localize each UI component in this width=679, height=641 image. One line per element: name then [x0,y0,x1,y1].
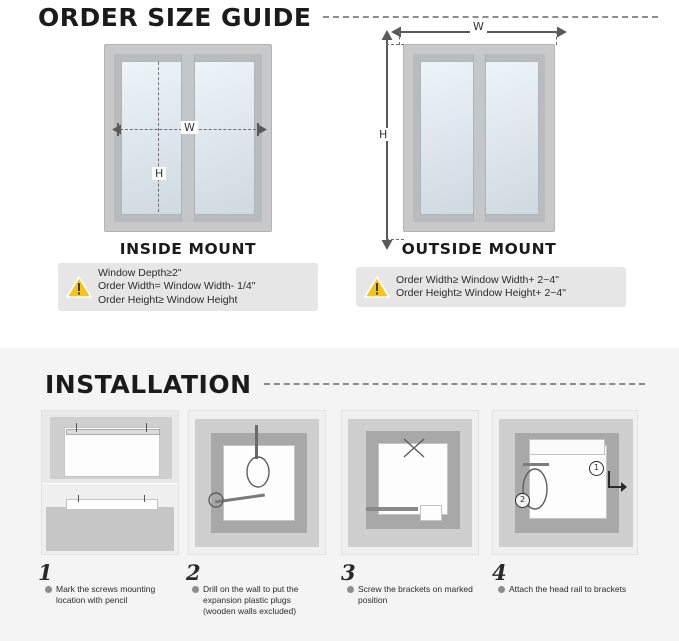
step-number-2: 2 [186,560,201,585]
outside-height-bottom-arrow [379,234,395,250]
outside-mount-label: OUTSIDE MOUNT [401,240,557,258]
inside-window-mullion [181,54,195,222]
installation-title-row [45,368,645,400]
inside-note-1: Window Depth≥2" [98,266,182,279]
step1-pencil-mark-left [78,495,79,502]
step1-sill [46,507,174,551]
step3-screwdriver [366,507,418,511]
step3-bracket [420,505,442,521]
installation-dashed-rule [264,383,646,385]
inside-note-2: Order Width= Window Width- 1/4" [98,280,256,293]
install-step-card-4 [492,410,638,555]
inside-width-left-arrow [112,122,128,137]
install-step-card-1 [41,410,179,555]
step1-mark-tick-right [146,423,147,432]
inside-height-letter: H [152,167,166,180]
step4-bullet [498,586,505,593]
step-text-2: Drill on the wall to put the expansion plastic plugs (wooden walls excluded) [203,584,299,616]
step2-drill-bit [255,425,258,459]
outside-note-2: Order Height≥ Window Height+ 2~4" [396,287,566,299]
step1-bullet [45,586,52,593]
inside-height-dim-line [158,62,159,212]
outside-window-mullion [473,54,486,222]
inside-window-pane-left [121,61,184,215]
outside-width-right-arrow [551,24,567,40]
warning-icon [66,275,92,299]
step-number-1: 1 [38,560,53,585]
inside-window-pane-right [192,61,255,215]
inside-note-3: Order Height≥ Window Height [98,293,238,306]
step-text-4: Attach the head rail to brackets [509,584,627,594]
outside-height-letter: H [376,128,390,141]
drill-icon [243,455,273,489]
step4-direction-arrow-icon [605,469,627,495]
page-title: ORDER SIZE GUIDE [38,2,312,32]
inside-width-right-arrow [251,122,267,137]
inside-mount-note-box [58,263,318,311]
outside-window-pane-right [484,61,539,215]
outside-width-letter: W [470,20,487,33]
inside-width-letter: W [181,121,198,134]
step-number-4: 4 [492,560,507,585]
step2-plug-icon [205,489,227,511]
outside-width-left-extension [399,31,400,45]
step3-screw-icon [400,435,428,461]
warning-icon [364,275,390,299]
installation-title: INSTALLATION [45,369,252,399]
step-text-1: Mark the screws mounting location with pencil [56,584,156,605]
step4-head-rail [529,439,605,455]
outside-height-top-extension [386,44,404,45]
outside-window-pane-left [420,61,475,215]
outside-note-1: Order Width≥ Window Width+ 2~4" [396,273,559,286]
step1-mark-tick-left [76,423,77,432]
step4-callout-1: 1 [589,461,604,476]
step3-bullet [347,586,354,593]
step2-bullet [192,586,199,593]
outside-mount-note-box [356,267,626,307]
outside-mount-notes [396,274,566,301]
inside-mount-label: INSIDE MOUNT [119,240,257,258]
install-step-card-2 [188,410,326,555]
install-step-card-3 [341,410,479,555]
step-number-3: 3 [341,560,356,585]
step1-pencil-mark-right [144,495,145,502]
inside-mount-notes [98,267,256,308]
title-dashed-rule [323,16,658,18]
step-text-3: Screw the brackets on marked position [358,584,473,605]
outside-width-right-extension [556,31,557,45]
step4-callout-2: 2 [515,493,530,508]
